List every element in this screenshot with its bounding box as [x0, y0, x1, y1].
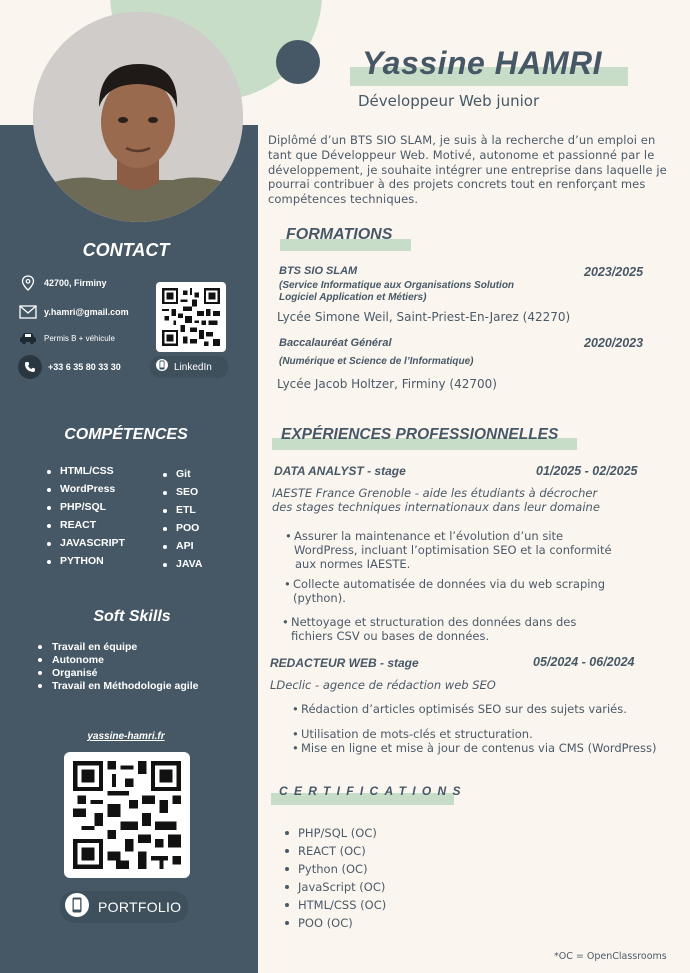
job-dates: 01/2025 - 02/2025: [536, 464, 638, 478]
certifications-title: CERTIFICATIONS: [279, 784, 467, 798]
contact-location: [18, 273, 107, 293]
portfolio-label: PORTFOLIO: [98, 899, 182, 915]
education-degree: Baccalauréat Général: [279, 337, 392, 349]
phone-icon: [18, 355, 42, 379]
education-detail: (Numérique et Science de l’Informatique): [279, 356, 474, 367]
education-degree: BTS SIO SLAM: [279, 265, 358, 277]
list-item: JAVASCRIPT: [47, 537, 125, 555]
list-item: HTML/CSS: [47, 465, 125, 483]
portfolio-qr-code[interactable]: [64, 752, 190, 878]
list-item: PHP/SQL (OC): [285, 826, 386, 844]
location-text: 42700, Firminy: [44, 278, 107, 288]
list-item: HTML/CSS (OC): [285, 898, 386, 916]
linkedin-label: LinkedIn: [174, 361, 212, 373]
job-company: IAESTE France Grenoble - aide les étudiants à décrocher: [272, 486, 598, 500]
job-company: des stages techniques internationaux dans leur domaine: [272, 500, 600, 514]
profile-photo: [33, 12, 243, 222]
education-detail: (Service Informatique aux Organisations Solution: [279, 280, 515, 291]
bullet-line: WordPress, incluant l’optimisation SEO et la conformité: [294, 543, 612, 557]
experiences-title: EXPÉRIENCES PROFESSIONNELLES: [281, 426, 559, 443]
formations-title: FORMATIONS: [286, 226, 393, 243]
list-item: SEO: [163, 486, 202, 504]
portfolio-link[interactable]: yassine-hamri.fr: [87, 731, 165, 742]
job-bullet: • Mise en ligne et mise à jour de contenus via CMS (WordPress): [301, 741, 656, 755]
contact-email[interactable]: [18, 302, 129, 322]
mobile-icon: [156, 357, 168, 377]
list-item: POO: [163, 522, 202, 540]
bullet-line: • Collecte automatisée de données via du web scraping: [293, 577, 606, 591]
list-item: POO (OC): [285, 916, 386, 934]
contact-phone[interactable]: [18, 355, 121, 379]
envelope-icon: [18, 302, 38, 322]
list-item: JavaScript (OC): [285, 880, 386, 898]
car-icon: [18, 328, 38, 348]
mobile-icon: [64, 892, 90, 922]
bullet-line: fichiers CSV ou bases de données.: [291, 629, 490, 643]
phone-text[interactable]: +33 6 35 80 33 30: [48, 362, 121, 372]
email-text[interactable]: y.hamri@gmail.com: [44, 307, 129, 317]
list-item: Autonome: [38, 654, 198, 667]
list-item: Organisé: [38, 667, 198, 680]
job-title: DATA ANALYST - stage: [274, 464, 406, 478]
list-item: WordPress: [47, 483, 125, 501]
job-bullet: [293, 577, 605, 605]
education-school: Lycée Simone Weil, Saint-Priest-En-Jarez (42270): [277, 310, 571, 324]
linkedin-button[interactable]: [150, 356, 228, 378]
bullet-line: (python).: [293, 591, 346, 605]
skills-title: COMPÉTENCES: [64, 426, 188, 443]
linkedin-qr-code[interactable]: [156, 282, 226, 352]
bullet-line: aux normes IAESTE.: [295, 557, 411, 571]
list-item: ETL: [163, 504, 202, 522]
contact-title: CONTACT: [82, 240, 170, 260]
list-item: REACT (OC): [285, 844, 386, 862]
profile-summary: Diplômé d’un BTS SIO SLAM, je suis à la recherche d’un emploi en tant que Développeur Web. Motivé, autonome et passionné par le développement, je souhaite intégrer une entreprise dans laquelle je pourrai contribuer à des projets concrets tout en renforçant mes compétences techniques.: [268, 133, 667, 207]
education-detail: Logiciel Application et Métiers): [279, 292, 427, 303]
job-company: LDeclic - agence de rédaction web SEO: [270, 678, 496, 692]
job-title: REDACTEUR WEB - stage: [270, 656, 419, 670]
education-dates: 2023/2025: [584, 265, 644, 279]
bullet-line: • Assurer la maintenance et l’évolution d’un site: [294, 529, 564, 543]
candidate-name: Yassine HAMRI: [362, 45, 603, 81]
decorative-dark-dot: [276, 40, 320, 84]
bullet-line: • Nettoyage et structuration des données dans des: [291, 615, 577, 629]
list-item: PHP/SQL: [47, 501, 125, 519]
portfolio-button[interactable]: [60, 891, 188, 923]
license-text: Permis B + véhicule: [44, 333, 115, 343]
job-dates: 05/2024 - 06/2024: [533, 655, 635, 669]
job-bullet: [294, 529, 612, 571]
job-bullet: • Rédaction d’articles optimisés SEO sur des sujets variés.: [301, 702, 627, 716]
list-item: API: [163, 540, 202, 558]
location-pin-icon: [18, 273, 38, 293]
contact-license: [18, 328, 115, 348]
list-item: REACT: [47, 519, 125, 537]
job-bullet: [291, 615, 576, 643]
job-title: Développeur Web junior: [358, 92, 540, 110]
skills-list-primary: [47, 465, 125, 573]
list-item: Git: [163, 468, 202, 486]
certifications-list: [285, 826, 386, 934]
job-bullet: • Utilisation de mots-clés et structuration.: [301, 727, 533, 741]
list-item: Travail en équipe: [38, 641, 198, 654]
certifications-footnote: *OC = OpenClassrooms: [554, 951, 667, 962]
list-item: JAVA: [163, 558, 202, 576]
list-item: Travail en Méthodologie agile: [38, 680, 198, 693]
skills-list-secondary: [163, 468, 202, 576]
soft-skills-title: Soft Skills: [93, 608, 171, 625]
education-school: Lycée Jacob Holtzer, Firminy (42700): [277, 377, 497, 391]
soft-skills-list: [38, 641, 198, 693]
list-item: Python (OC): [285, 862, 386, 880]
list-item: PYTHON: [47, 555, 125, 573]
education-dates: 2020/2023: [584, 336, 644, 350]
